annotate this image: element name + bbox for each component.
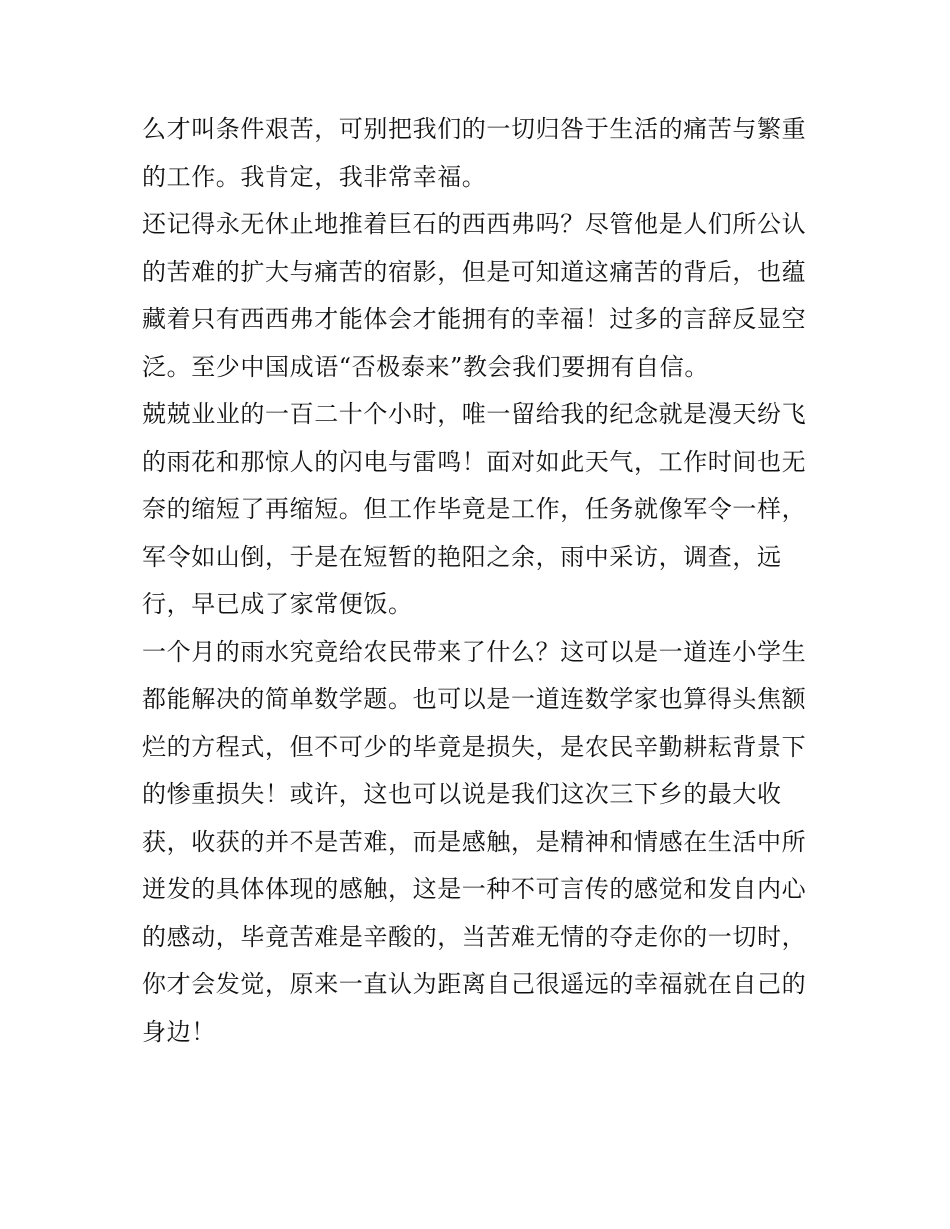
text-line: 的工作。我肯定，我非常幸福。 bbox=[142, 162, 487, 191]
text-line: 泛。至少中国成语“否极泰来”教会我们要拥有自信。 bbox=[142, 352, 709, 381]
text-line: 迸发的具体体现的感触，这是一种不可言传的感觉和发自内心 bbox=[142, 875, 807, 903]
text-line: 藏着只有西西弗才能体会才能拥有的幸福！过多的言辞反显空 bbox=[142, 305, 807, 333]
text-line: 兢兢业业的一百二十个小时，唯一留给我的纪念就是漫天纷飞 bbox=[142, 400, 807, 428]
text-line: 一个月的雨水究竟给农民带来了什么？这可以是一道连小学生 bbox=[142, 637, 807, 666]
text-line: 军令如山倒，于是在短暂的艳阳之余，雨中采访，调查，远 bbox=[142, 542, 782, 571]
text-line: 都能解决的简单数学题。也可以是一道连数学家也算得头焦额 bbox=[142, 685, 807, 713]
text-line: 获，收获的并不是苦难，而是感触，是精神和情感在生活中所 bbox=[142, 827, 807, 856]
text-line: 你才会发觉，原来一直认为距离自己很遥远的幸福就在自己的 bbox=[142, 970, 807, 998]
text-line: 的苦难的扩大与痛苦的宿影，但是可知道这痛苦的背后，也蕴 bbox=[142, 257, 807, 286]
text-line: 还记得永无休止地推着巨石的西西弗吗？尽管他是人们所公认 bbox=[142, 210, 807, 238]
text-line: 烂的方程式，但不可少的毕竟是损失，是农民辛勤耕耘背景下 bbox=[142, 732, 807, 761]
text-line: 奈的缩短了再缩短。但工作毕竟是工作，任务就像军令一样， bbox=[142, 495, 807, 523]
text-line: 么才叫条件艰苦，可别把我们的一切归咎于生活的痛苦与繁重 bbox=[142, 115, 807, 143]
text-line: 的感动，毕竟苦难是辛酸的，当苦难无情的夺走你的一切时， bbox=[142, 922, 807, 951]
text-line: 行，早已成了家常便饭。 bbox=[142, 590, 413, 618]
text-line: 的雨花和那惊人的闪电与雷鸣！面对如此天气，工作时间也无 bbox=[142, 447, 807, 476]
document-body-text bbox=[142, 106, 822, 1056]
text-line: 的惨重损失！或许，这也可以说是我们这次三下乡的最大收 bbox=[142, 780, 782, 808]
text-line: 身边！ bbox=[142, 1017, 216, 1046]
